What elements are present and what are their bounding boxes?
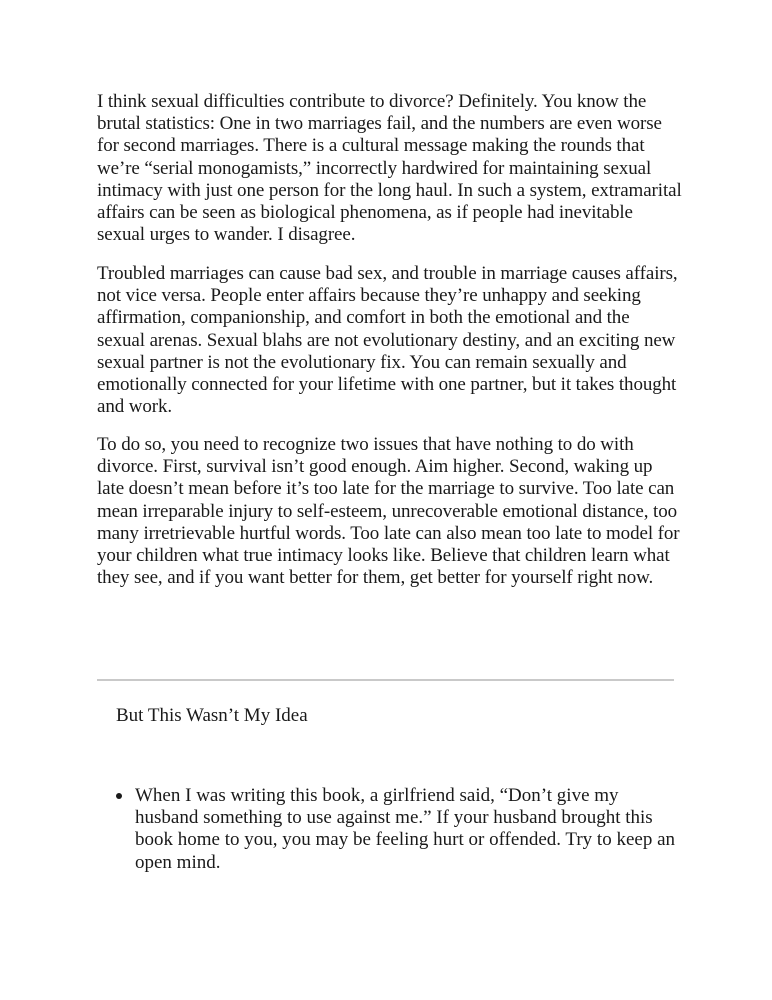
body-paragraph-1: I think sexual difficulties contribute to divorce? Definitely. You know the brutal statistics: One in two marriages fail, and the numbers are even worse for second marriages. There is a cultural message making the rounds that we’re “serial monogamists,” incorrectly hardwired for maintaining sexual intimacy with just one person for the long haul. In such a system, extramarital affairs can be seen as biological phenomena, as if people had inevitable sexual urges to wander. I disagree. bbox=[97, 91, 682, 246]
list-item bbox=[97, 785, 677, 874]
section-divider bbox=[97, 679, 674, 681]
bullet-text: When I was writing this book, a girlfriend said, “Don’t give my husband something to use against me.” If your husband brought this book home to you, you may be feeling hurt or offended. Try to keep an open mind. bbox=[135, 785, 675, 873]
bullet-icon bbox=[116, 793, 122, 799]
body-paragraph-3: To do so, you need to recognize two issues that have nothing to do with divorce. First, survival isn’t good enough. Aim higher. Second, waking up late doesn’t mean before it’s too late for the marriage to survive. Too late can mean irreparable injury to self-esteem, unrecoverable emotional distance, too many irretrievable hurtful words. Too late can also mean too late to model for your children what true intimacy looks like. Believe that children learn what they see, and if you want better for them, get better for yourself right now. bbox=[97, 434, 680, 589]
body-paragraph-2: Troubled marriages can cause bad sex, and trouble in marriage causes affairs, not vice versa. People enter affairs because they’re unhappy and seeking affirmation, companionship, and comfort in both the emotional and the sexual arenas. Sexual blahs are not evolutionary destiny, and an exciting new sexual partner is not the evolutionary fix. You can remain sexually and emotionally connected for your lifetime with one partner, but it takes thought and work. bbox=[97, 263, 678, 418]
sidebar-title: But This Wasn’t My Idea bbox=[116, 705, 308, 726]
sidebar-bullet-list bbox=[97, 785, 677, 874]
